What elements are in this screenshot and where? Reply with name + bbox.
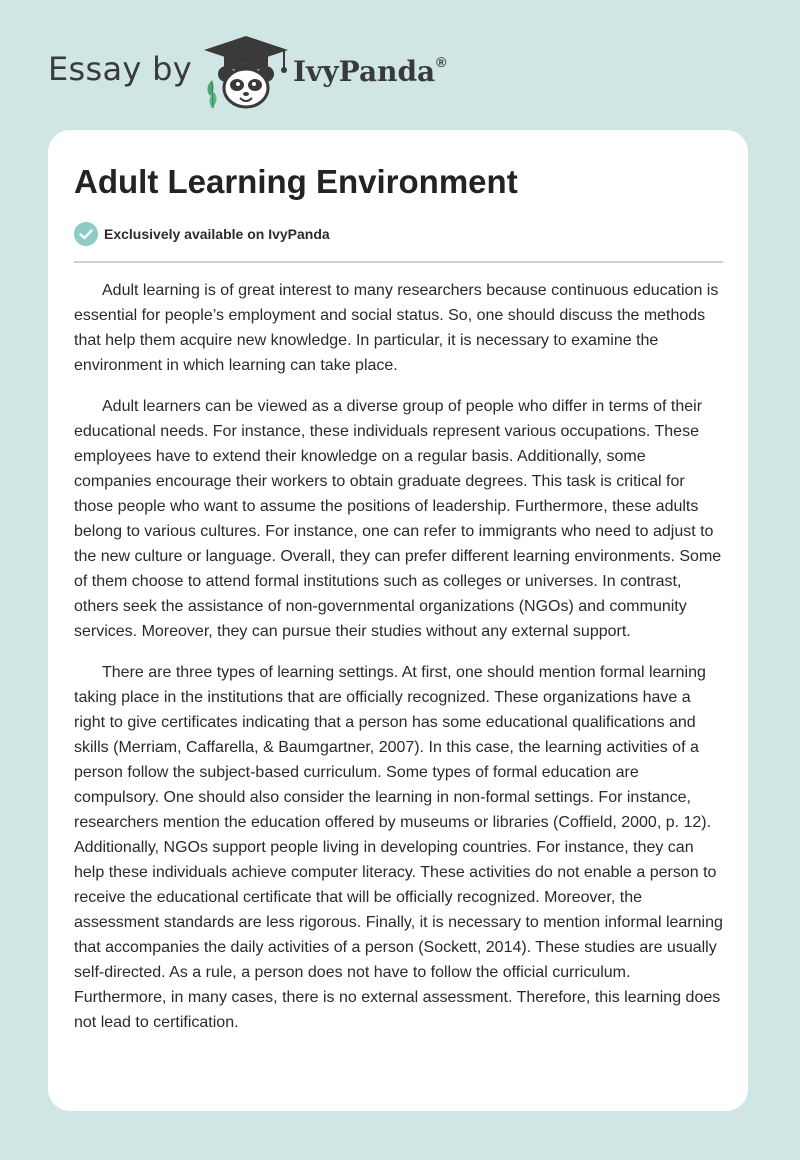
essay-title: Adult Learning Environment xyxy=(74,163,518,200)
exclusive-badge xyxy=(74,222,330,246)
check-circle-icon xyxy=(74,222,98,246)
brand-name: IvyPanda xyxy=(293,55,436,88)
exclusive-badge-text: Exclusively available on IvyPanda xyxy=(104,226,330,242)
ivypanda-logo-text[interactable] xyxy=(293,54,447,88)
site-header xyxy=(0,0,800,130)
title-divider xyxy=(74,261,723,263)
essay-paragraph: There are three types of learning settings. At first, one should mention formal learning taking place in the institutions that are officially recognized. These organizations have a right to give certificates indicating that a person has some educational qualifications and skills (Merriam, Caffarella, & Baumgartner, 2007). In this case, the learning activities of a person follow the subject-based curriculum. Some types of formal education are compulsory. One should also consider the learning in non-formal settings. For instance, researchers mention the education offered by museums or libraries (Coffield, 2000, p. 12). Additionally, NGOs support people living in developing countries. For instance, they can help these individuals achieve computer literacy. These activities do not enable a person to receive the educational certificate that will be officially recognized. Moreover, the assessment standards are less rigorous. Finally, it is necessary to mention informal learning that accompanies the daily activities of a person (Sockett, 2014). These studies are usually self-directed. As a rule, a person does not have to follow the official curriculum. Furthermore, in many cases, there is no external assessment. Therefore, this learning does not lead to certification. xyxy=(74,664,723,1031)
essay-body xyxy=(74,278,724,1051)
essay-paragraph: Adult learners can be viewed as a diverse group of people who differ in terms of their educational needs. For instance, these individuals represent various occupations. These employees have to extend their knowledge on a regular basis. Additionally, some companies encourage their workers to obtain graduate degrees. This task is critical for those people who want to assume the positions of leadership. Furthermore, these adults belong to various cultures. For instance, one can refer to immigrants who need to adjust to the new culture or language. Overall, they can prefer different learning environments. Some of them choose to attend formal institutions such as colleges or universes. In contrast, others seek the assistance of non-governmental organizations (NGOs) and community services. Moreover, they can pursue their studies without any external support. xyxy=(74,398,722,640)
essay-paragraph: Adult learning is of great interest to many researchers because continuous education is essential for people’s employment and social status. So, one should discuss the methods that help them acquire new knowledge. In particular, it is necessary to examine the environment in which learning can take place. xyxy=(74,282,719,374)
essay-by-label: Essay by xyxy=(48,50,192,88)
essay-card xyxy=(48,130,748,1111)
trademark-symbol: ® xyxy=(436,54,447,70)
panda-graduate-icon[interactable] xyxy=(200,34,292,110)
